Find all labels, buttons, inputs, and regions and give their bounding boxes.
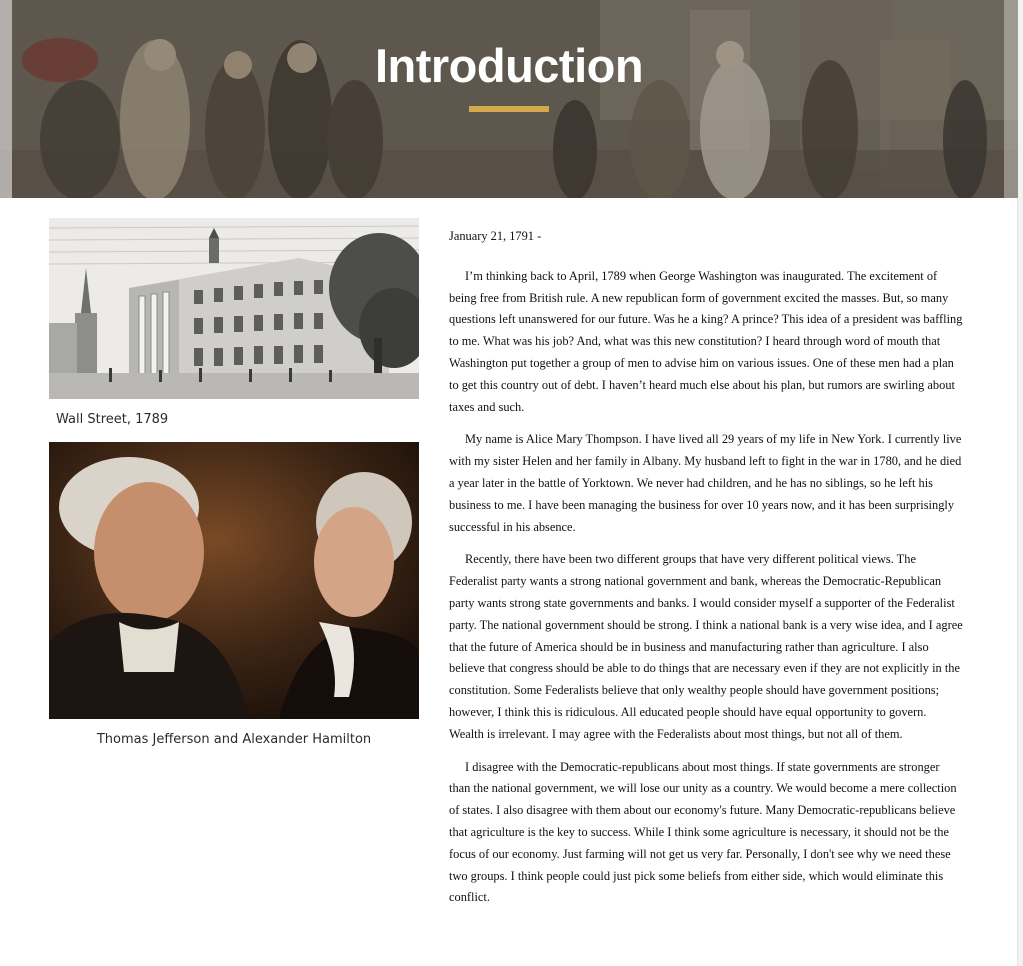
letter-paragraph: I’m thinking back to April, 1789 when George Washington was inaugurated. The excitement of being free from British rule. A new republican form of government excited the masses. But, so many questions left unanswered for our future. Was he a king? A prince? This idea of a president was baffling to me. What was his job? And, what was this new constitution? I heard through word of mouth that Washington put together a group of men to advise him on various issues. One of these men had a plan to get this country out of debt. I haven’t heard much else about his plan, but rumors are swirling about taxes and such. [449, 268, 963, 414]
banner-overlay [0, 0, 1018, 198]
banner-right-edge [1004, 0, 1018, 198]
diary-letter [449, 226, 963, 920]
page-title: Introduction [374, 39, 644, 92]
letter-paragraph: Recently, there have been two different groups that have very different political views. The Federalist party wants a strong national government and bank, whereas the Democratic-Republican party wants strong state governments and banks. I would consider myself a supporter of the Federalist party. The national government should be strong. I think a national bank is a very wise idea, and I agree that the future of America should be in business and manufacturing rather than agriculture. I also believe that congress should be able to do things that are necessary even if they are not explicitly in the constitution. Some Federalists believe that only wealthy people should have government positions; however, I think this is ridiculous. All educated people should have equal opportunity to govern. Wealth is irrelevant. I may agree with the Federalists about most things, but not all of them. [449, 552, 963, 741]
wall-street-image [49, 218, 419, 399]
letter-paragraph: I disagree with the Democratic-republicans about most things. If state governments are stronger than the national government, we will lose our unity as a country. We would become a mere collection of states. I also disagree with them about our economy's future. Many Democratic-republicans believe that agriculture is the key to success. While I think some agriculture is necessary, it should not be the focus of our economy. Just farming will not get us very far. Personally, I don't see why we need these two groups. I think people could just pick some beliefs from either side, which would eliminate this conflict. [449, 759, 957, 905]
engraving-building-image [49, 218, 419, 399]
figure-caption: Thomas Jefferson and Alexander Hamilton [96, 732, 372, 747]
hero-banner [0, 0, 1018, 198]
banner-left-edge [0, 0, 12, 198]
portrait-image [49, 442, 419, 719]
letter-date: January 21, 1791 - [449, 229, 542, 243]
portrait-painting-image [49, 442, 419, 719]
letter-paragraph: My name is Alice Mary Thompson. I have lived all 29 years of my life in New York. I currently live with my sister Helen and her family in Albany. My husband left to fight in the war in 1780, and he died a year later in the battle of Yorktown. We never had children, and he has no siblings, so he left his business to me. I have been managing the business for over 10 years now, and it has been surprisingly successful in his absence. [449, 432, 962, 534]
title-underline [469, 106, 549, 112]
figure-caption: Wall Street, 1789 [56, 412, 169, 427]
